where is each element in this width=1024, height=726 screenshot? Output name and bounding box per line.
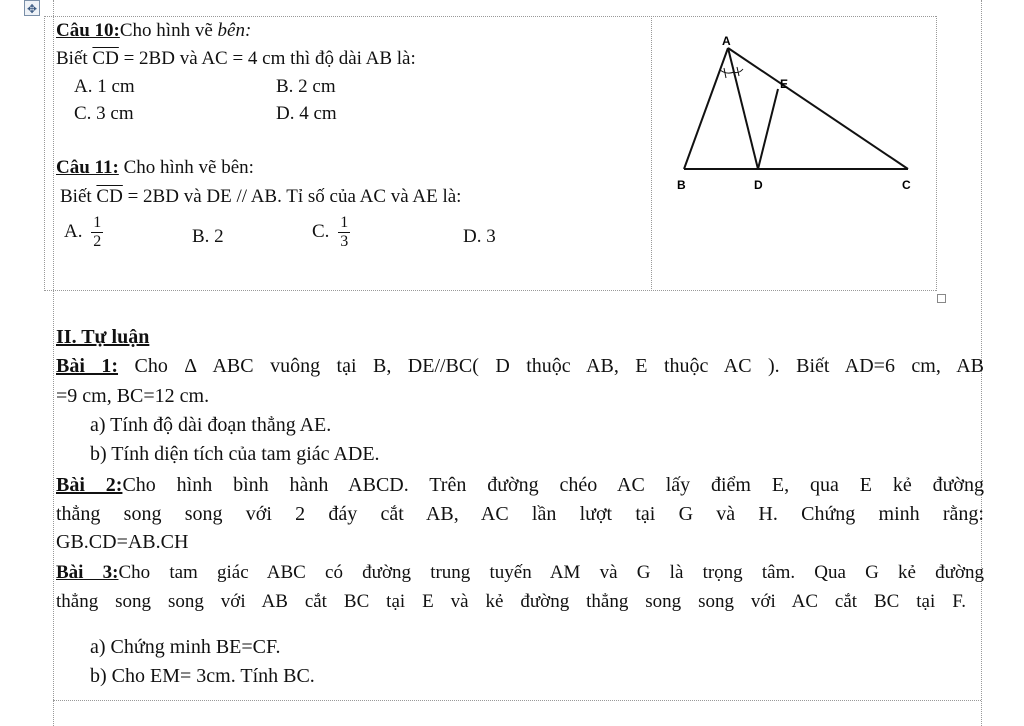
table-top-border xyxy=(44,16,936,17)
table-left-border xyxy=(44,16,45,291)
q11-segment-cd: $\overline{CD}$ xyxy=(96,186,123,207)
q11-given-prefix: Biết xyxy=(60,186,97,207)
bai3-part-a: a) Chứng minh BE=CF. xyxy=(90,636,281,658)
angle-mark-1 xyxy=(720,70,734,73)
q10-option-b[interactable]: B. 2 cm xyxy=(276,76,336,97)
bai2-title: Bài 2: xyxy=(56,474,123,496)
q10-option-a[interactable]: A. 1 cm xyxy=(74,76,135,97)
bai2-line1-text: Cho hình bình hành ABCD. Trên đường chéo AC lấy điểm E, qua E kẻ đường xyxy=(122,474,984,496)
label-d: D xyxy=(754,178,763,192)
bai2-line3: GB.CD=AB.CH xyxy=(56,531,189,553)
bai1-line2: =9 cm, BC=12 cm. xyxy=(56,385,210,407)
q10-option-c[interactable]: C. 3 cm xyxy=(74,103,134,124)
q11-title: Câu 11: xyxy=(56,157,119,178)
q11-option-c[interactable] xyxy=(312,214,350,251)
q11-title-line xyxy=(56,157,254,179)
q11-option-c-fraction xyxy=(338,214,350,251)
table-right-border xyxy=(936,16,937,291)
left-margin-line xyxy=(53,0,54,726)
q10-option-d[interactable]: D. 4 cm xyxy=(276,103,337,124)
fraction-numerator: 1 xyxy=(93,214,102,231)
bai3-line1-text: Cho tam giác ABC có đường trung tuyến AM và G là trọng tâm. Qua G kẻ đường xyxy=(118,562,984,583)
bai1-line1-text: Cho Δ ABC vuông tại B, DE//BC( D thuộc AB, E thuộc AC ). Biết AD=6 cm, AB xyxy=(118,355,984,377)
q10-segment-cd: $\overline{CD}$ xyxy=(92,48,119,69)
q10-intro-italic: bên: xyxy=(217,20,252,41)
table-middle-border xyxy=(651,16,652,291)
label-a: A xyxy=(722,34,731,48)
table-bottom-border xyxy=(44,290,936,291)
q11-given xyxy=(60,186,461,208)
page-bottom-line xyxy=(53,700,981,701)
q10-title: Câu 10: xyxy=(56,20,120,41)
q11-option-b[interactable]: B. 2 xyxy=(192,226,224,247)
q10-title-line xyxy=(56,20,251,42)
q11-given-rest: = 2BD và DE // AB. Tỉ số của AC và AE là: xyxy=(122,186,462,207)
angle-tick-2 xyxy=(737,67,739,76)
bai1-part-b: b) Tính diện tích của tam giác ADE. xyxy=(90,443,380,465)
bai3-line2: thẳng song song với AB cắt BC tại E và kẻ đường thẳng song song với AC cắt BC tại F. xyxy=(56,591,966,612)
q10-given-prefix: Biết xyxy=(56,48,93,69)
q11-option-a[interactable] xyxy=(64,214,103,251)
q11-option-d[interactable]: D. 3 xyxy=(463,226,496,247)
q10-given-rest: = 2BD và AC = 4 cm thì độ dài AB là: xyxy=(118,48,416,69)
segment-ab xyxy=(684,48,728,169)
section-heading xyxy=(56,326,149,349)
bai1-title: Bài 1: xyxy=(56,355,119,377)
q11-option-c-label: C. xyxy=(312,220,330,242)
q11-option-a-fraction xyxy=(91,214,103,251)
segment-ac xyxy=(728,48,908,169)
q10-given xyxy=(56,48,416,70)
label-c: C xyxy=(902,178,911,192)
fraction-denominator: 3 xyxy=(340,233,349,250)
fraction-numerator: 1 xyxy=(340,214,349,231)
q10-intro: Cho hình vẽ xyxy=(119,20,218,41)
bai3-part-b: b) Cho EM= 3cm. Tính BC. xyxy=(90,665,315,687)
bai2-line1 xyxy=(56,474,984,497)
fraction-denominator: 2 xyxy=(93,233,102,250)
bai3-line1 xyxy=(56,562,984,584)
triangle-figure xyxy=(660,28,920,203)
q11-intro: Cho hình vẽ bên: xyxy=(118,157,254,178)
section-heading-text: II. Tự luận xyxy=(56,326,150,348)
bai1-part-a: a) Tính độ dài đoạn thẳng AE. xyxy=(90,414,332,436)
label-b: B xyxy=(677,178,686,192)
bai2-line2: thẳng song song với 2 đáy cắt AB, AC lần lượt tại G và H. Chứng minh rằng: xyxy=(56,503,984,525)
bai1-line1 xyxy=(56,355,984,378)
segment-de xyxy=(758,89,778,169)
label-e: E xyxy=(780,77,789,91)
table-resize-handle[interactable] xyxy=(937,294,946,303)
bai3-title: Bài 3: xyxy=(56,562,119,583)
table-move-handle-icon[interactable]: ✥ xyxy=(24,0,40,16)
q11-option-a-label: A. xyxy=(64,220,83,242)
